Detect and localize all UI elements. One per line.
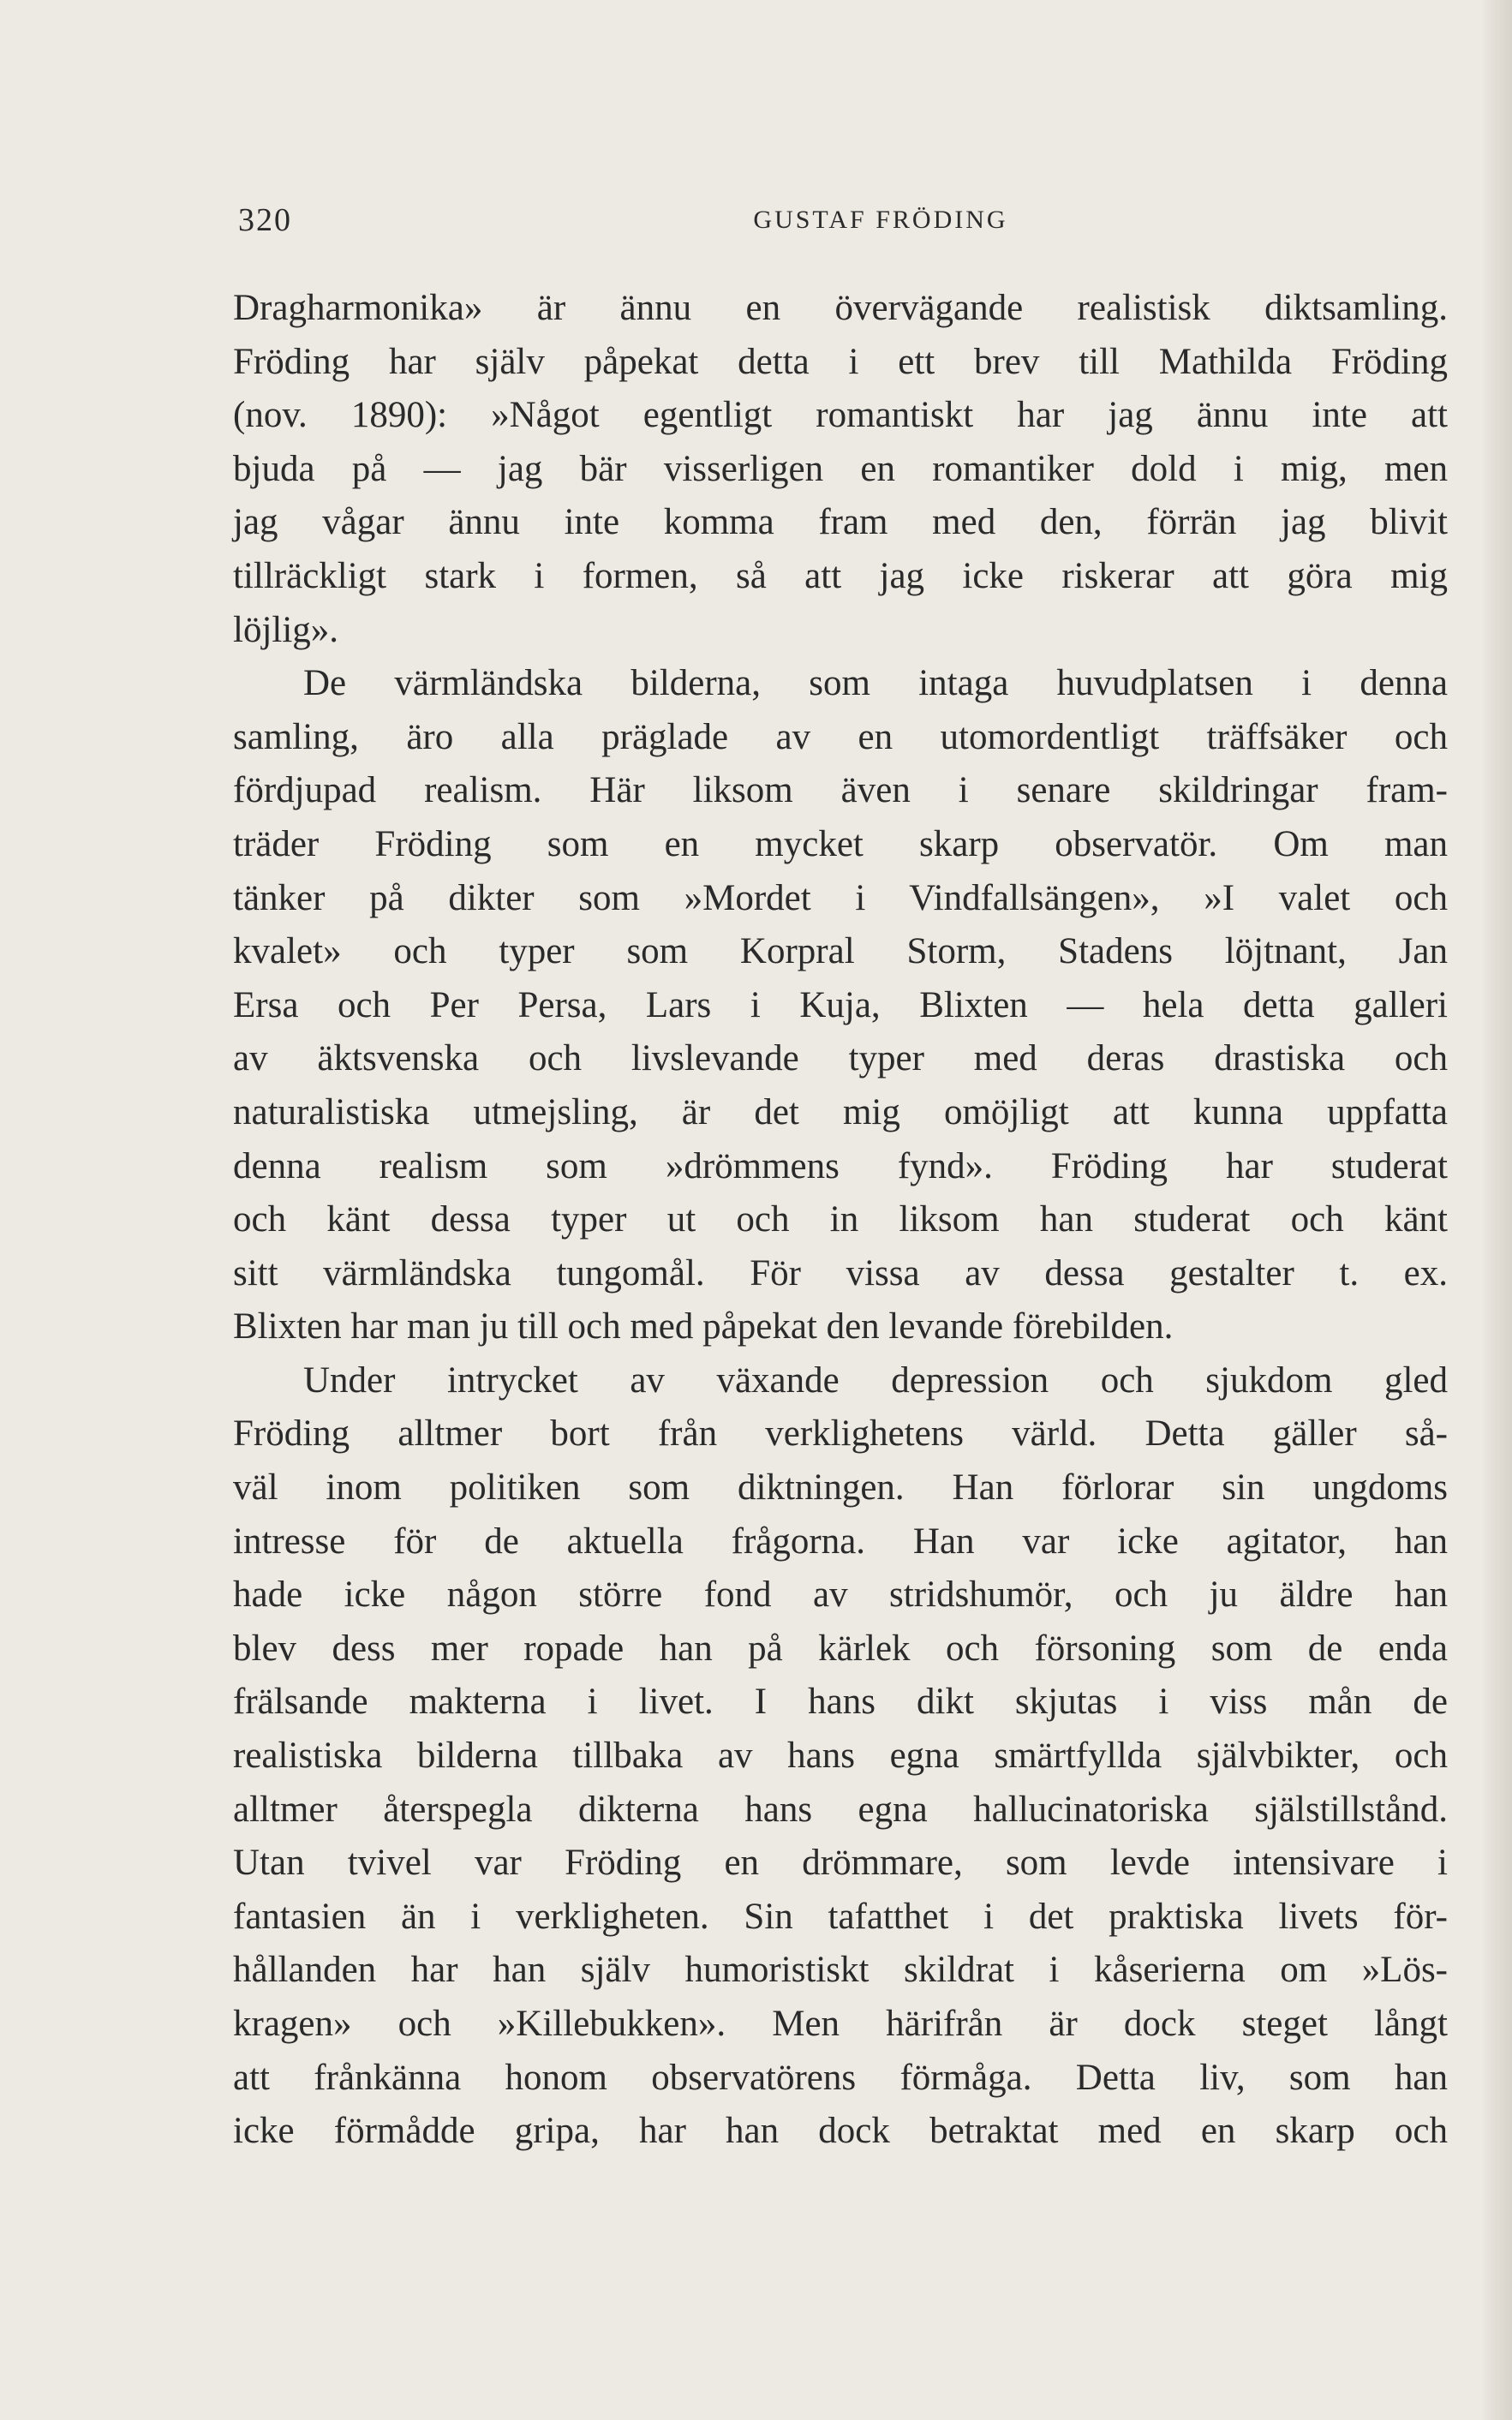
- text-line: (nov. 1890): »Något egentligt romantiskt har jag ännu inte att: [233, 395, 1448, 436]
- text-line: frälsande makterna i livet. I hans dikt skjutas i viss mån de: [233, 1682, 1448, 1723]
- text-line: jag vågar ännu inte komma fram med den, förrän jag blivit: [233, 502, 1448, 543]
- text-line: Fröding alltmer bort från verklighetens värld. Detta gäller så-: [233, 1413, 1448, 1455]
- page-header: [238, 198, 1446, 242]
- text-line: samling, äro alla präglade av en utomordentligt träffsäker och: [233, 716, 1448, 757]
- text-line: av äktsvenska och livslevande typer med deras drastiska och: [233, 1038, 1448, 1079]
- text-line: och känt dessa typer ut och in liksom han studerat och känt: [233, 1199, 1448, 1240]
- running-head: GUSTAF FRÖDING: [753, 206, 1008, 234]
- text-line: hållanden har han själv humoristiskt skildrat i kåserierna om »Lös-: [233, 1950, 1448, 1991]
- text-line: tänker på dikter som »Mordet i Vindfallsängen», »I valet och: [233, 877, 1448, 918]
- text-line: intresse för de aktuella frågorna. Han var icke agitator, han: [233, 1521, 1448, 1562]
- text-line: naturalistiska utmejsling, är det mig omöjligt att kunna uppfatta: [233, 1091, 1448, 1132]
- text-line: träder Fröding som en mycket skarp observatör. Om man: [233, 823, 1448, 864]
- text-line: hade icke någon större fond av stridshumör, och ju äldre han: [233, 1574, 1448, 1616]
- text-line: fantasien än i verkligheten. Sin tafatthet i det praktiska livets för-: [233, 1896, 1448, 1937]
- text-line: kragen» och »Killebukken». Men härifrån är dock steget långt: [233, 2004, 1448, 2044]
- body-text: [233, 282, 1448, 2159]
- text-line: Utan tvivel var Fröding en drömmare, som levde intensivare i: [233, 1843, 1448, 1884]
- text-line: Blixten har man ju till och med påpekat den levande förebilden.: [233, 1306, 1174, 1347]
- page-edge-shadow: [1483, 0, 1512, 2420]
- text-line: fördjupad realism. Här liksom även i senare skildringar fram-: [233, 770, 1448, 811]
- text-line: löjlig».: [233, 609, 339, 650]
- text-line: Ersa och Per Persa, Lars i Kuja, Blixten — hela detta galleri: [233, 984, 1448, 1025]
- text-line: icke förmådde gripa, har han dock betraktat med en skarp och: [233, 2111, 1448, 2152]
- text-line: Dragharmonika» är ännu en övervägande realistisk diktsamling.: [233, 288, 1448, 328]
- text-line: sitt värmländska tungomål. För vissa av dessa gestalter t. ex.: [233, 1252, 1448, 1294]
- text-line: denna realism som »drömmens fynd». Fröding har studerat: [233, 1145, 1448, 1186]
- text-line: kvalet» och typer som Korpral Storm, Stadens löjtnant, Jan: [233, 931, 1448, 972]
- text-line: bjuda på — jag bär visserligen en romantiker dold i mig, men: [233, 448, 1448, 489]
- text-line: tillräckligt stark i formen, så att jag icke riskerar att göra mig: [233, 555, 1448, 596]
- text-line: väl inom politiken som diktningen. Han förlorar sin ungdoms: [233, 1467, 1448, 1509]
- text-line: att frånkänna honom observatörens förmåga. Detta liv, som han: [233, 2057, 1448, 2098]
- text-line: Fröding har själv påpekat detta i ett brev till Mathilda Fröding: [233, 341, 1448, 382]
- page-number: 320: [238, 202, 292, 238]
- text-line: blev dess mer ropade han på kärlek och försoning som de enda: [233, 1628, 1448, 1669]
- text-line: alltmer återspegla dikterna hans egna hallucinatoriska själstillstånd.: [233, 1789, 1448, 1830]
- text-line: realistiska bilderna tillbaka av hans egna smärtfyllda självbikter, och: [233, 1736, 1448, 1777]
- text-line: Under intrycket av växande depression och sjukdom gled: [303, 1359, 1448, 1401]
- text-line: De värmländska bilderna, som intaga huvudplatsen i denna: [303, 663, 1448, 704]
